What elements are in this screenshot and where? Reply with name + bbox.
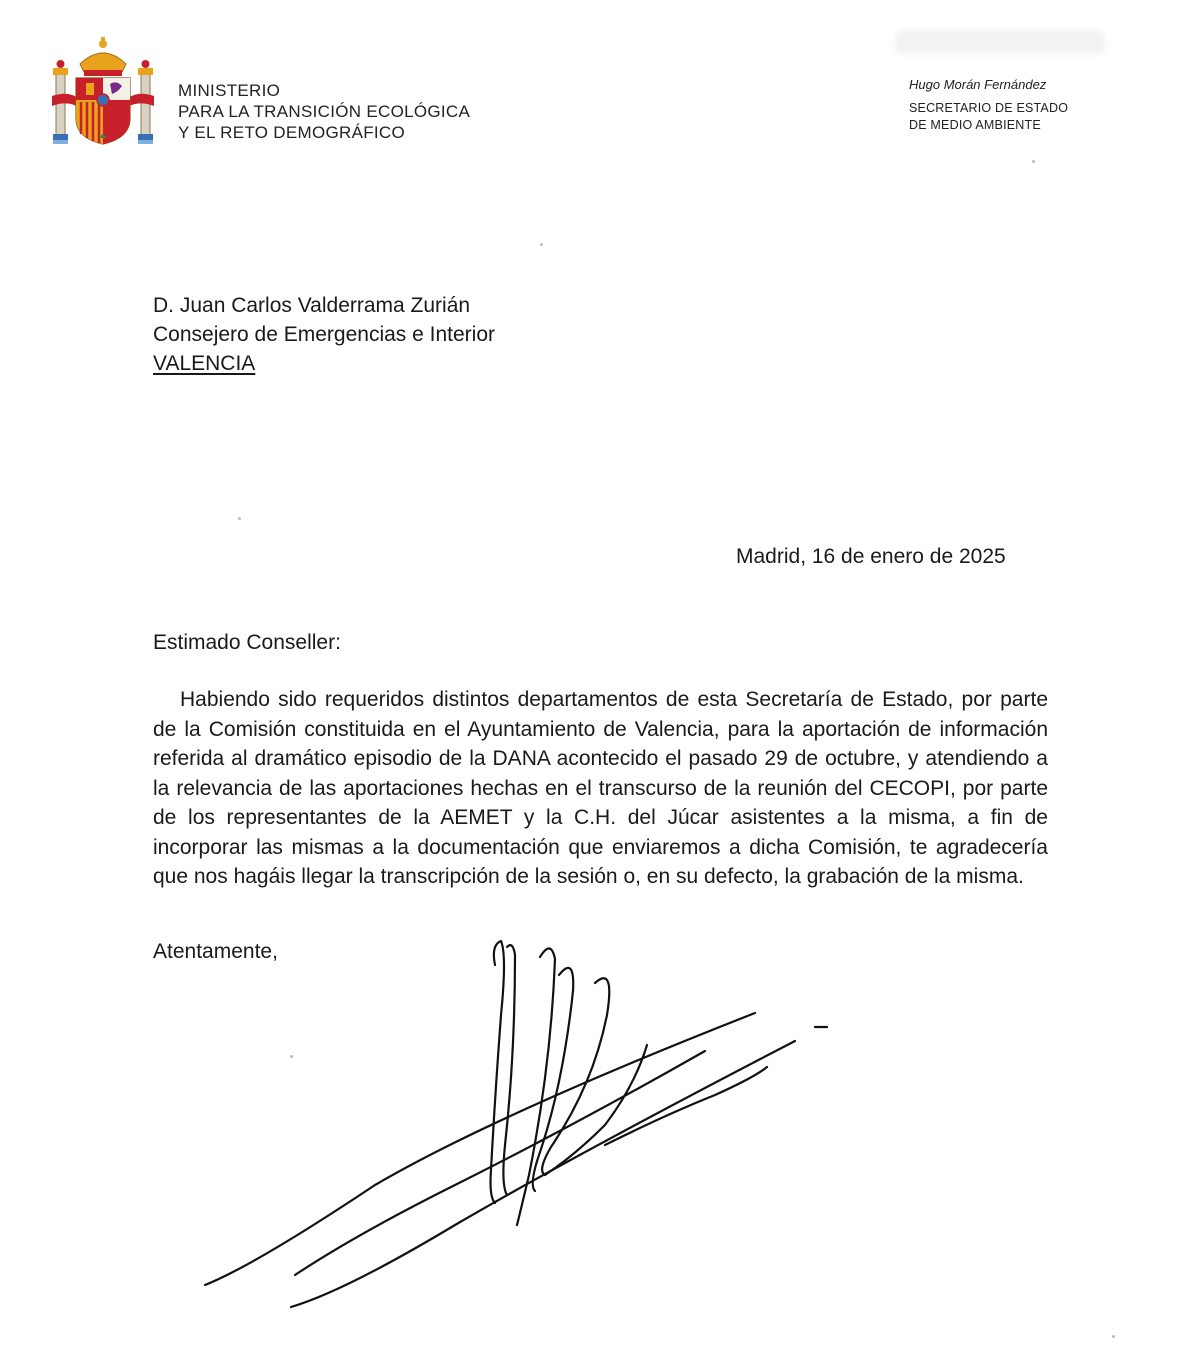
sender-role-line: SECRETARIO DE ESTADO [909,101,1069,115]
letter-closing: Atentamente, [153,940,278,963]
ministry-line: Y EL RETO DEMOGRÁFICO [178,123,406,142]
scan-speck [540,243,543,246]
recipient-name: D. Juan Carlos Valderrama Zurián [153,294,471,317]
scan-speck [1032,160,1035,163]
coat-of-arms-icon [50,34,156,148]
ministry-line: PARA LA TRANSICIÓN ECOLÓGICA [178,102,471,121]
recipient-address [153,291,495,378]
handwritten-signature [195,935,845,1325]
letter-date: Madrid, 16 de enero de 2025 [736,545,1006,568]
recipient-city [153,349,495,378]
scan-smudge [895,30,1105,54]
scan-speck [290,1055,293,1058]
sender-name: Hugo Morán Fernández [909,77,1047,92]
letter-greeting: Estimado Conseller: [153,631,341,654]
sender-role-line: DE MEDIO AMBIENTE [909,118,1041,132]
recipient-city-text: VALENCIA [153,352,256,375]
sender-block [909,76,1068,134]
ministry-name [178,80,470,143]
scan-speck [238,517,241,520]
sender-role [909,100,1068,134]
scan-speck [1112,1335,1115,1338]
recipient-title: Consejero de Emergencias e Interior [153,323,496,346]
ministry-line: MINISTERIO [178,81,281,100]
letter-body: Habiendo sido requeridos distintos departamentos de esta Secretaría de Estado, por parte de la Comisión constituida en el Ayuntamiento de Valencia, para la aportación de información referida al dramático episodio de la DANA acontecido el pasado 29 de octubre, y atendiendo a la relevancia de las aportaciones hechas en el transcurso de la reunión del CECOPI, por parte de los representantes de la AEMET y la C.H. del Júcar asistentes a la misma, a fin de incorporar las mismas a la documentación que enviaremos a dicha Comisión, te agradecería que nos hagáis llegar la transcripción de la sesión o, en su defecto, la grabación de la misma. [153,688,1048,888]
